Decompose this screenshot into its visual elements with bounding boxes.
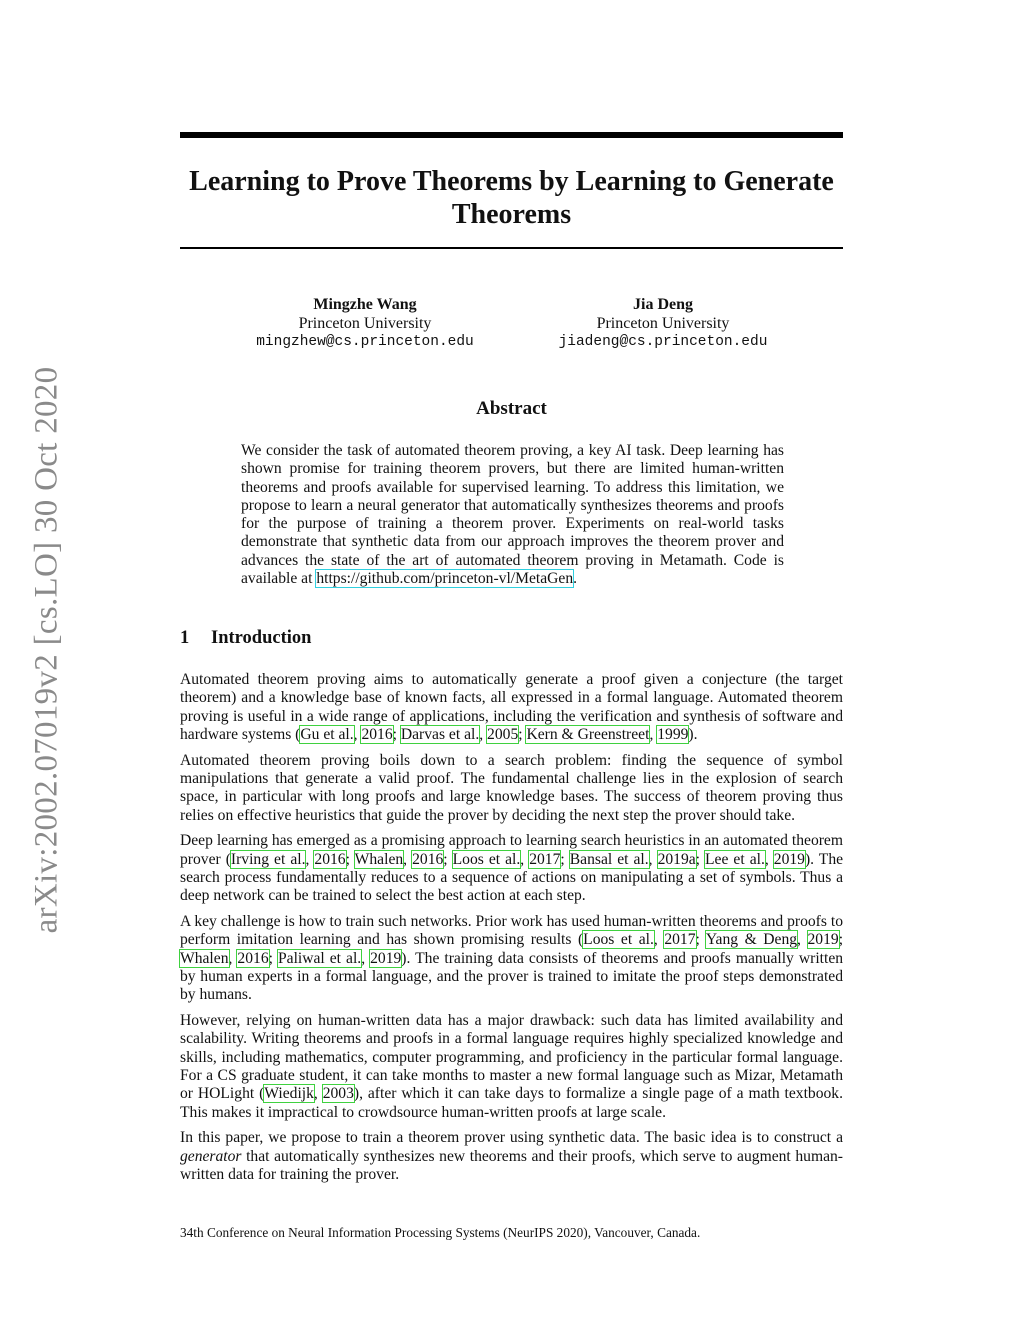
citation-link[interactable]: 2005	[487, 725, 519, 743]
citation-link[interactable]: Loos et al.	[583, 931, 654, 949]
body-text: ;	[392, 725, 401, 743]
conference-footnote: 34th Conference on Neural Information Processing Systems (NeurIPS 2020), Vancouver, Canada.	[180, 1225, 701, 1240]
citation-link[interactable]: 2016	[237, 949, 269, 967]
body-text: However, relying on human-written data has a major drawback: such data has limited availability and scalability. Writing theorems and proofs in a formal language requires highly specialized knowledge and skills, including mathematics, computer programming, and proficiency in the particular formal language. For a CS graduate student, it can take months to master a new formal language such as Mizar, Metamath or HOLight (	[180, 1012, 843, 1103]
citation-link[interactable]: 2019	[773, 850, 805, 868]
body-text: ;	[345, 850, 355, 868]
author-block	[513, 295, 813, 352]
title-top-rule	[180, 132, 843, 138]
paragraph	[180, 671, 843, 744]
citation-link[interactable]: 2016	[412, 850, 444, 868]
citation-link[interactable]: Lee et al.	[705, 850, 765, 868]
citation-link[interactable]: 2003	[322, 1085, 354, 1103]
body-text: ). The search process fundamentally reduces to a sequence of actions on manipulating a set of symbols. Thus a deep network can be trained to select the best action at each step.	[180, 850, 844, 905]
title-bottom-rule	[180, 247, 843, 249]
citation-link[interactable]: Wiedijk	[264, 1085, 314, 1103]
body-text: ;	[443, 850, 453, 868]
author-affiliation: Princeton University	[298, 315, 432, 332]
body-text: ), after which it can take days to formalize a single page of a math textbook. This makes it impractical to crowdsource human-written proofs at large scale.	[180, 1085, 843, 1121]
body-text: ,	[764, 850, 774, 868]
citation-link[interactable]: 2017	[529, 850, 561, 868]
body-text: Automated theorem proving aims to automatically generate a proof given a conjecture (the target theorem) and a knowledge base of known facts, all expressed in a formal language. Automated theorem proving is useful in a wide range of applications, including the verification and synthesis of software and hardware systems (	[180, 671, 843, 743]
abstract-text	[241, 442, 784, 588]
citation-link[interactable]: 2019	[370, 949, 402, 967]
citation-link[interactable]: Gu et al.	[300, 725, 354, 743]
citation-link[interactable]: Whalen	[354, 850, 404, 868]
body-text: ;	[695, 850, 706, 868]
body-text: ,	[797, 931, 808, 949]
paragraph	[180, 832, 843, 905]
body-text: ). The training data consists of theorems and proofs manually written by human experts in a formal language, and the prover is trained to imitate the proof steps demonstrated by humans.	[180, 949, 844, 1004]
body-text: ,	[648, 850, 658, 868]
citation-link[interactable]: Bansal et al.	[569, 850, 649, 868]
citation-link[interactable]: Paliwal et al.	[277, 949, 362, 967]
paragraph	[180, 913, 843, 1004]
body-text: ,	[653, 931, 665, 949]
body-text: ,	[361, 949, 371, 967]
author-name: Mingzhe Wang	[313, 296, 417, 313]
body-text: ,	[403, 850, 413, 868]
citation-link[interactable]: 2016	[361, 725, 393, 743]
body-text: ,	[313, 1085, 323, 1103]
emphasis-text: generator	[180, 1147, 242, 1165]
body-text: A key challenge is how to train such networks. Prior work has used human-written theorems and proofs to perform imitation learning and has shown promising results (	[180, 913, 843, 949]
body-text: ).	[688, 725, 698, 743]
body-text: ,	[353, 725, 362, 743]
body-text: ;	[838, 931, 844, 949]
paragraph	[180, 1129, 843, 1184]
section-number: 1	[180, 628, 190, 648]
body-text: ,	[649, 725, 658, 743]
body-text: ,	[479, 725, 488, 743]
section-title: Introduction	[211, 628, 312, 648]
body-text: Automated theorem proving boils down to a search problem: finding the sequence of symbol manipulations that generate a valid proof. The fundamental challenge lies in the explosion of search space, in particular with long proofs and large knowledge bases. The success of theorem proving thus relies on effective heuristics that guide the prover by deciding the next step the prover should take.	[180, 751, 843, 824]
citation-link[interactable]: Kern & Greenstreet	[526, 725, 650, 743]
citation-link[interactable]: Loos et al.	[452, 850, 521, 868]
body-text: ;	[518, 725, 527, 743]
introduction-body	[180, 671, 843, 1192]
citation-link[interactable]: 2016	[314, 850, 346, 868]
citation-link[interactable]: Whalen	[180, 949, 229, 967]
citation-link[interactable]: Yang & Deng	[705, 931, 798, 949]
paragraph	[180, 1012, 843, 1122]
paper-title: Learning to Prove Theorems by Learning to Generate Theorems	[189, 166, 834, 230]
section-heading	[180, 628, 311, 649]
paragraph	[180, 752, 843, 825]
body-text: Deep learning has emerged as a promising approach to learning search heuristics in an automated theorem prover (	[180, 832, 843, 868]
author-email: mingzhew@cs.princeton.edu	[256, 334, 474, 350]
citation-link[interactable]: 2017	[664, 931, 696, 949]
code-url-link[interactable]: https://github.com/princeton-vl/MetaGen	[316, 570, 574, 588]
citation-link[interactable]: 2019a	[657, 850, 696, 868]
citation-link[interactable]: Irving et al.	[230, 850, 306, 868]
body-text: ;	[560, 850, 570, 868]
abstract-end: .	[573, 570, 578, 588]
arxiv-id-stamp: arXiv:2002.07019v2 [cs.LO] 30 Oct 2020	[28, 366, 65, 934]
body-text: ,	[520, 850, 530, 868]
author-name: Jia Deng	[633, 296, 693, 313]
citation-link[interactable]: 2019	[807, 931, 839, 949]
citation-link[interactable]: Darvas et al.	[400, 725, 480, 743]
abstract-body-text: We consider the task of automated theorem proving, a key AI task. Deep learning has shown promise for training theorem provers, but there are limited human-written theorems and proofs available for supervised learning. To address this limitation, we propose to learn a neural generator that automatically synthesizes theorems and proofs for the purpose of training a theorem prover. Experiments on real-world tasks demonstrate that synthetic data from our approach improves the theorem prover and advances the state of the art of automated theorem proving in Metamath. Code is available at	[241, 442, 784, 588]
author-block	[215, 295, 515, 352]
body-text: In this paper, we propose to train a theorem prover using synthetic data. The basic idea is to construct a	[180, 1129, 843, 1147]
body-text: ;	[695, 931, 706, 949]
body-text: ;	[268, 949, 278, 967]
citation-link[interactable]: 1999	[657, 725, 689, 743]
body-text: ,	[305, 850, 315, 868]
abstract-heading: Abstract	[476, 398, 547, 419]
body-text: ,	[228, 949, 238, 967]
body-text: that automatically synthesizes new theorems and their proofs, which serve to augment human-written data for training the prover.	[180, 1147, 843, 1183]
author-affiliation: Princeton University	[596, 315, 730, 332]
author-email: jiadeng@cs.princeton.edu	[558, 334, 768, 350]
